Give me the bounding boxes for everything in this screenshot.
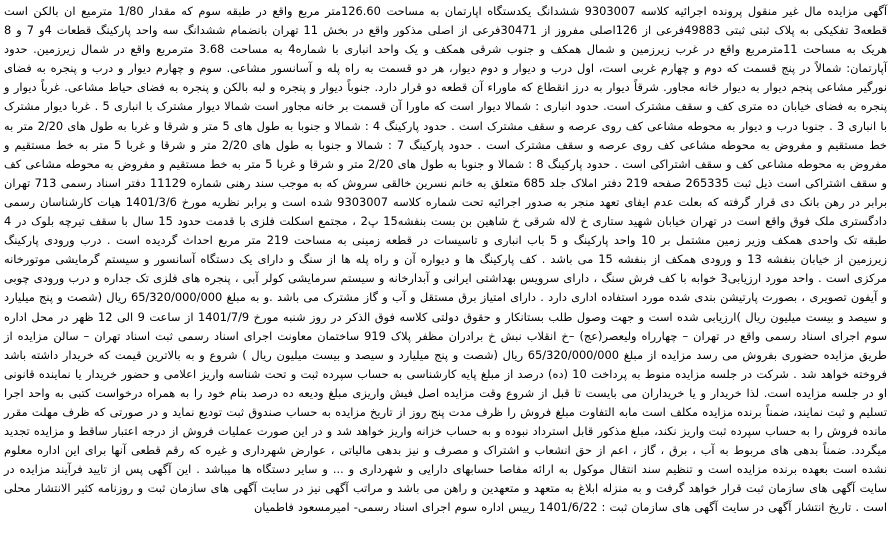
notice-body-text: آگهی مزایده مال غیر منقول پرونده اجرائیه کلاسه 9303007 ششدانگ یکدستگاه اپارتمان به مساحت 126.60متر مربع واقع در طبقه سوم که مقدار 1/80 مترمیع ان بالکن است قطعه3 تفکیکی به پلاک ثبتی ثبتی 49883فرعی از 126اصلی مفروز از 30471فرعی از اصلی مذکور واقع در بخش 11 تهران بانضمام ششدانگ سه واحد پارکینگ قطعات 4و 7 و 8 هریک به مساحت 11مترمربع واقع در غرب زیرزمین و شمال همکف و جنوب شرقی همکف و یک واحد انباری با شماره4 به مساحت 3.68 مترمربع واقع در شمال زیرزمین. حدود آپارتمان: شمالاً در پنج قسمت که دوم و چهارم غربی است، اول درب و دیوار و دوم دیوار، هر دو قسمت به راه پله و آسانسور مشاعی. سوم و چهارم دیوار و درب و پنجره به فضای نورگیر مشاعی پنجم دیوار به دیوار خانه مجاور. شرقاً دیوار به درز انقطاع که ماوراء آن قطعه دو قرار دارد. جنوباً دیوار و پنجره و لبه بالکن و پنجره به فضای حیاط مشاعی. غرباً دیوار و پنجره به فضای خیابان ده متری کف و سقف مشترک است. حدود انباری : شمالا دیوار است که ماورا آن قسمت بر خانه مجاور است شمالا دیوار مشترک با انباری 5 . غربا دیوار مشترک با انباری 3 . جنوبا درب و دیوار به محوطه مشاعی کف روی عرصه و سقف مشترک است . حدود پارکینگ 4 : شمالا و جنوبا به طول های 5 متر و شرقا و غربا به طول های 2/20 متر به خط مستقیم و مفروض به محوطه مشاعی کف روی عرصه و سقف مشترک است . حدود پارکینگ 7 : شمالا و جنوبا به طول های 2/20 متر و شرقا و غربا 5 متر به خط مستقیم و مفروض به محوطه مشاعی کف و سقف اشتراکی است . حدود پارکینگ 8 : شمالا و جنوبا به طول های 2/20 متر و شرقا و غربا 5 متر به خط مستقیم و مفروض به محوطه مشاعی کف و سقف اشتراکی است ذیل ثبت 265335 صفحه 219 دفتر املاک جلد 685 متعلق به خانم نسرین خالقی سروش که به موجب سند رهنی شماره 11129 دفتر اسناد رسمی 713 تهران برابر در رهن بانک دی قرار گرفته که بعلت عدم ایفای تعهد منجر به صدور اجرائیه تحت شماره کلاسه 9303007 شده است و برابر نظریه مورخ 1401/3/6 هیات کارشناسان رسمی دادگستری ملک فوق واقع است در تهران خیابان شهید ستاری خ لاله شرقی خ شاهین بن بست بنفشه15 پ2 ، مجتمع اسکلت فلزی با قدمت حدود 15 سال با سقف تیرچه بلوک در 4 طبقه تک واحدی همکف وزیر زمین مشتمل بر 10 واحد پارکینگ و 5 باب انباری و تاسیسات در قطعه زمینی به مساحت 219 متر مربع احداث گردیده است . درب ورودی پارکینگ زیرزمین از خیابان بنفشه 13 و ورودی همکف از بنفشه 15 می باشد . کف پارکینگ ها و دیواره آن و راه پله ها از سنگ و دارای یک دستگاه آسانسور و سیستم گرمایشی موتورخانه مرکزی است . واحد مورد ارزیابی3 خوابه با کف فرش سنگ ، دارای سرویس بهداشتی ایرانی و آبدارخانه و سیستم سرمایشی کولر آبی ، پنجره های فلزی تک جداره و درب ورودی چوبی و آیفون تصویری ، بصورت پارتیشن بندی شده مورد استفاده اداری دارد . دارای امتیاز برق مستقل و آب و گاز مشترک می باشد .و به مبلغ 65/320/000/000 ریال (شصت و پنج میلیارد و سیصد و بیست میلیون ریال )ارزیابی شده است و جهت وصول طلب بستانکار و حقوق دولتی کلاسه فوق الذکر در روز شنبه مورخ 1401/7/9 از ساعت 9 الی 12 ظهر در محل اداره سوم اجرای اسناد رسمی واقع در تهران – چهارراه ولیعصر(عج) –خ انقلاب نبش خ برادران مظفر پلاک 919 ساختمان معاونت اجرای اسناد رسمی ثبت اسناد تهران – سالن مزایده از طریق مزایده حضوری بفروش می رسد مزایده از مبلغ 65/320/000/000 ریال (شصت و پنج میلیارد و سیصد و بیست میلیون ریال ) شروع و به بالاترین قیمت که خریدار داشته باشد فروخته خواهد شد . شرکت در جلسه مزایده منوط به پرداخت 10 (ده) درصد از مبلغ پایه کارشناسی به حساب سپرده ثبت و تحت شناسه واریز اعلامی و حضور خریدار یا نماینده قانونی او در جلسه مزایده است. لذا خریدار و یا خریداران می بایست تا قبل از شروع وقت مزایده اصل فیش واریزی مبلغ ودیعه ده درصد بنام خود را به همراه درخواست کتبی به واحد اجرا تسلیم و ثبت نمایند، ضمناً برنده مزایده مکلف است مابه التفاوت مبلغ فروش را ظرف مدت پنج روز از تاریخ مزایده به حساب صندوق ثبت تودیع نماید و در صورتی که ظرف مهلت مقرر مانده فروش را به حساب سپرده ثبت واریز نکند، مبلغ مذکور قابل استرداد نبوده و به حساب خزانه واریز خواهد شد و در این صورت عملیات فروش از درجه اعتبار ساقط و مزایده تجدید میگردد. ضمناً بدهی های مربوط به آب ، برق ، گاز ، اعم از حق انشعاب و اشتراک و مصرف و نیز بدهی مالیاتی ، عوارض شهرداری و غیره که رقم قطعی آنها برای این اداره معلوم نشده است بعهده برنده مزایده است و تنظیم سند انتقال موکول به ارائه مفاصا حسابهای دارایی و شهرداری و ... و سایر دستگاه ها میباشد . این آگهی پس از تایید فرآیند مزایده در سایت آگهی های سازمان ثبت قرار خواهد گرفت و به منزله ابلاغ به متعهد و متعهدین و راهن می باشد و مراتب آگهی نیز در سایت آگهی های سازمان ثبت و روزنامه کثیر الانتشار محلی است . تاریخ انتشار آگهی در سایت آگهی های سازمان ثبت : 1401/6/22 رییس اداره سوم اجرای اسناد رسمی- امیرمسعود فاطمیان [4,4,888,515]
